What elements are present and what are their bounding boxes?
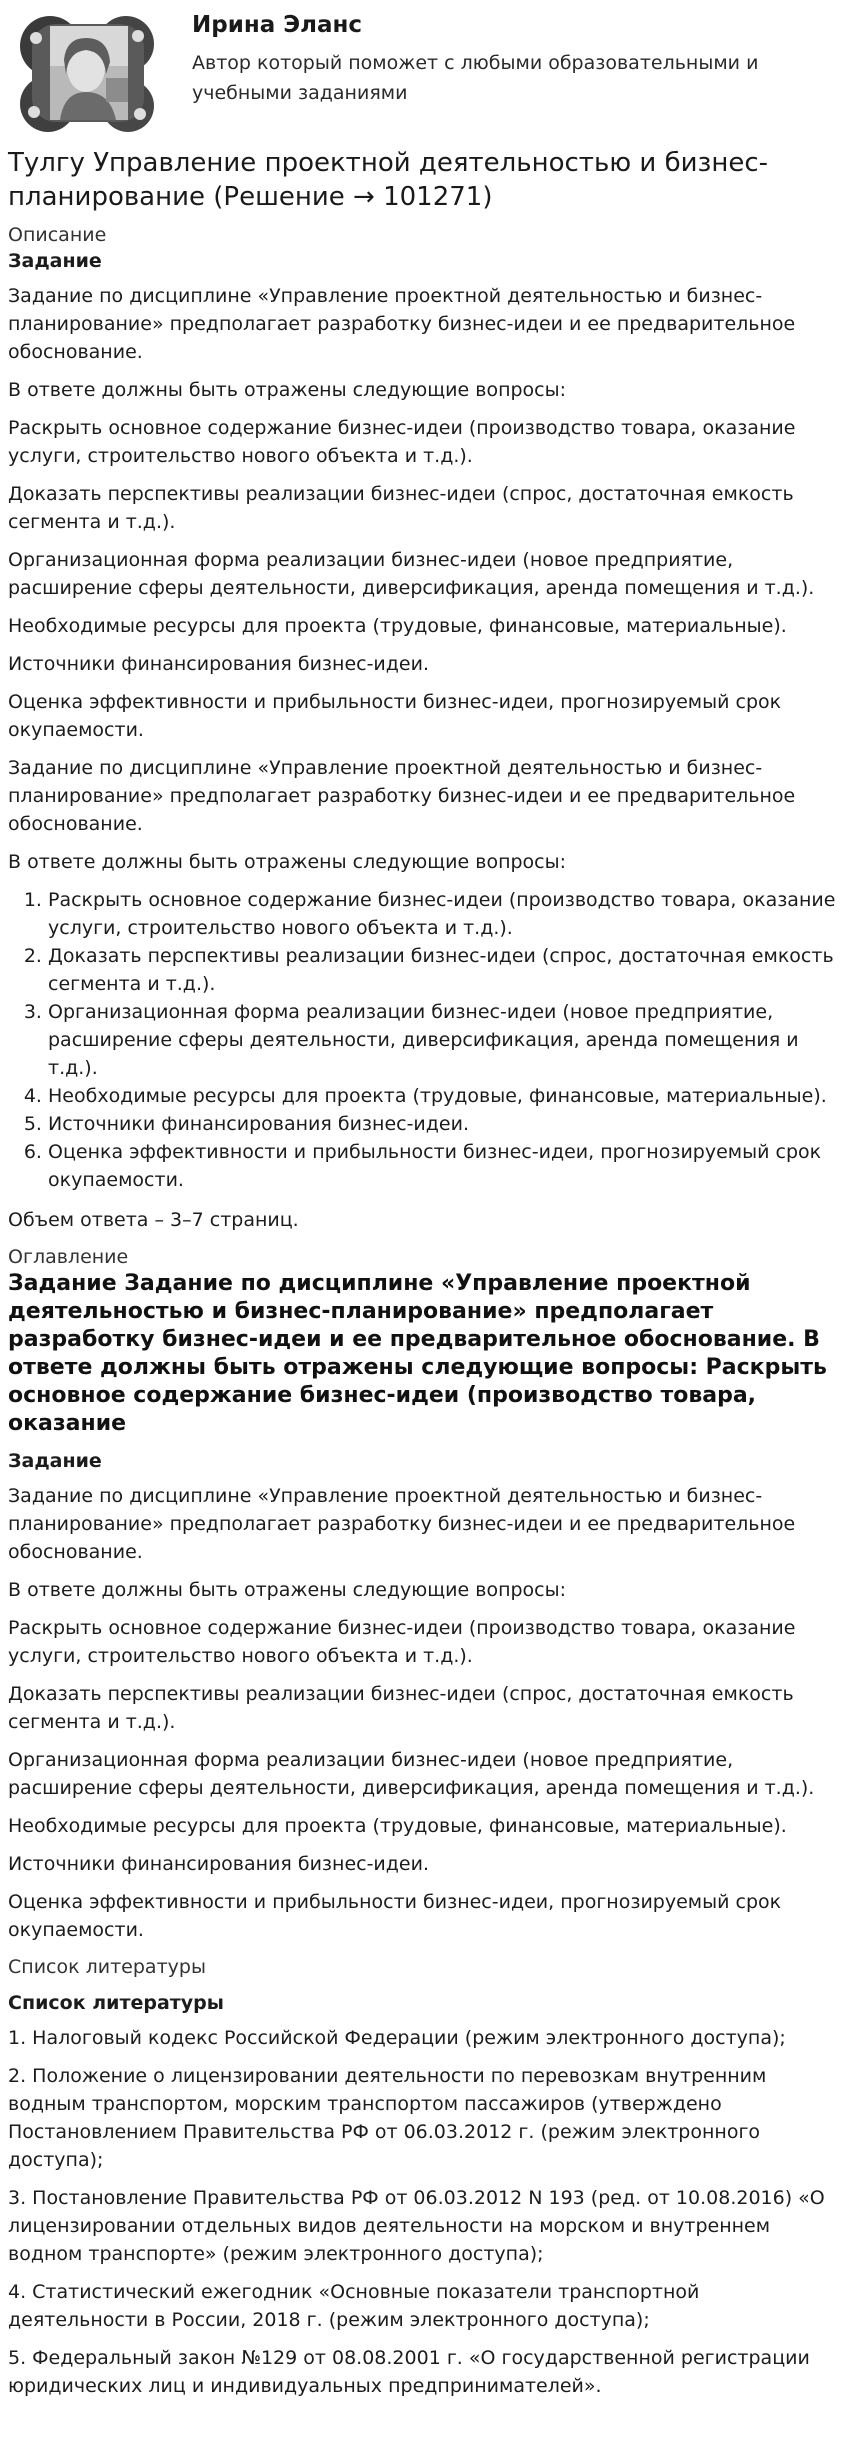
literature-item-1: 1. Налоговый кодекс Российской Федерации (режим электронного доступа); (8, 2027, 786, 2049)
literature-item-3: 3. Постановление Правительства РФ от 06.03.2012 N 193 (ред. от 10.08.2016) «О лицензировании отдельных видов деятельности на морском и внутреннем водном транспорте» (режим электронного доступа); (8, 2187, 825, 2265)
answer-volume: Объем ответа – 3–7 страниц. (8, 1209, 299, 1231)
list-item: 1. Раскрыть основное содержание бизнес-идеи (производство товара, оказание услуги, строительство нового объекта и т.д.). (48, 886, 837, 942)
description-intro: Задание по дисциплине «Управление проектной деятельностью и бизнес-планирование» предполагает разработку бизнес-идеи и ее предварительное обоснование. (8, 285, 796, 363)
list-item: 2. Доказать перспективы реализации бизнес-идеи (спрос, достаточная емкость сегмента и т.д.). (48, 942, 837, 998)
toc-question-5: Источники финансирования бизнес-идеи. (8, 1853, 429, 1875)
literature-label: Список литературы (8, 1956, 206, 1978)
toc-intro: Задание по дисциплине «Управление проектной деятельностью и бизнес-планирование» предполагает разработку бизнес-идеи и ее предварительное обоснование. (8, 1485, 796, 1563)
toc-question-1: Раскрыть основное содержание бизнес-идеи (производство товара, оказание услуги, строительство нового объекта и т.д.). (8, 1617, 796, 1667)
literature-item-2: 2. Положение о лицензировании деятельности по перевозкам внутренним водным транспортом, морским транспортом пассажиров (утверждено Постановлением Правительства РФ от 06.03.2012 г. (режим электронного доступа); (8, 2065, 767, 2171)
toc-question-2: Доказать перспективы реализации бизнес-идеи (спрос, достаточная емкость сегмента и т.д.). (8, 1683, 794, 1733)
literature-item-5: 5. Федеральный закон №129 от 08.08.2001 г. «О государственной регистрации юридических лиц и индивидуальных предпринимателей». (8, 2347, 810, 2397)
description-heading: Задание (8, 250, 102, 272)
description-question-3: Организационная форма реализации бизнес-идеи (новое предприятие, расширение сферы деятельности, диверсификация, аренда помещения и т.д.). (8, 549, 815, 599)
author-avatar[interactable] (14, 8, 160, 136)
list-item: 5. Источники финансирования бизнес-идеи. (48, 1110, 837, 1138)
toc-subheading: Задание (8, 1450, 102, 1472)
author-card (8, 0, 837, 140)
description-label: Описание (8, 224, 107, 246)
description-questions-intro-repeat: В ответе должны быть отражены следующие вопросы: (8, 851, 567, 873)
toc-question-4: Необходимые ресурсы для проекта (трудовые, финансовые, материальные). (8, 1815, 787, 1837)
literature-item-4: 4. Статистический ежегодник «Основные показатели транспортной деятельности в России, 2018 г. (режим электронного доступа); (8, 2281, 700, 2331)
questions-list (8, 886, 837, 1194)
list-item: 4. Необходимые ресурсы для проекта (трудовые, финансовые, материальные). (48, 1082, 837, 1110)
toc-question-6: Оценка эффективности и прибыльности бизнес-идеи, прогнозируемый срок окупаемости. (8, 1891, 782, 1941)
literature-heading: Список литературы (8, 1992, 224, 2014)
work-title: Тулгу Управление проектной деятельностью и бизнес-планирование (Решение → 101271) (8, 148, 769, 212)
list-item: 3. Организационная форма реализации бизнес-идеи (новое предприятие, расширение сферы деятельности, диверсификация, аренда помещения и т.д.). (48, 998, 837, 1082)
description-questions-intro: В ответе должны быть отражены следующие вопросы: (8, 379, 567, 401)
description-question-5: Источники финансирования бизнес-идеи. (8, 653, 429, 675)
description-question-4: Необходимые ресурсы для проекта (трудовые, финансовые, материальные). (8, 615, 787, 637)
description-question-1: Раскрыть основное содержание бизнес-идеи (производство товара, оказание услуги, строительство нового объекта и т.д.). (8, 417, 796, 467)
description-question-2: Доказать перспективы реализации бизнес-идеи (спрос, достаточная емкость сегмента и т.д.). (8, 483, 794, 533)
toc-heading: Задание Задание по дисциплине «Управление проектной деятельностью и бизнес-планирование» предполагает разработку бизнес-идеи и ее предварительное обоснование. В ответе должны быть отражены следующие вопросы: Раскрыть основное содержание бизнес-идеи (производство товара, оказание (8, 1271, 827, 1436)
toc-label: Оглавление (8, 1246, 129, 1268)
description-intro-repeat: Задание по дисциплине «Управление проектной деятельностью и бизнес-планирование» предполагает разработку бизнес-идеи и ее предварительное обоснование. (8, 757, 796, 835)
author-name[interactable]: Ирина Эланс (192, 12, 363, 38)
toc-question-3: Организационная форма реализации бизнес-идеи (новое предприятие, расширение сферы деятельности, диверсификация, аренда помещения и т.д.). (8, 1749, 815, 1799)
list-item: 6. Оценка эффективности и прибыльности бизнес-идеи, прогнозируемый срок окупаемости. (48, 1138, 837, 1194)
author-description: Автор который поможет с любыми образовательными и учебными заданиями (192, 52, 759, 104)
toc-questions-intro: В ответе должны быть отражены следующие вопросы: (8, 1579, 567, 1601)
description-question-6: Оценка эффективности и прибыльности бизнес-идеи, прогнозируемый срок окупаемости. (8, 691, 782, 741)
